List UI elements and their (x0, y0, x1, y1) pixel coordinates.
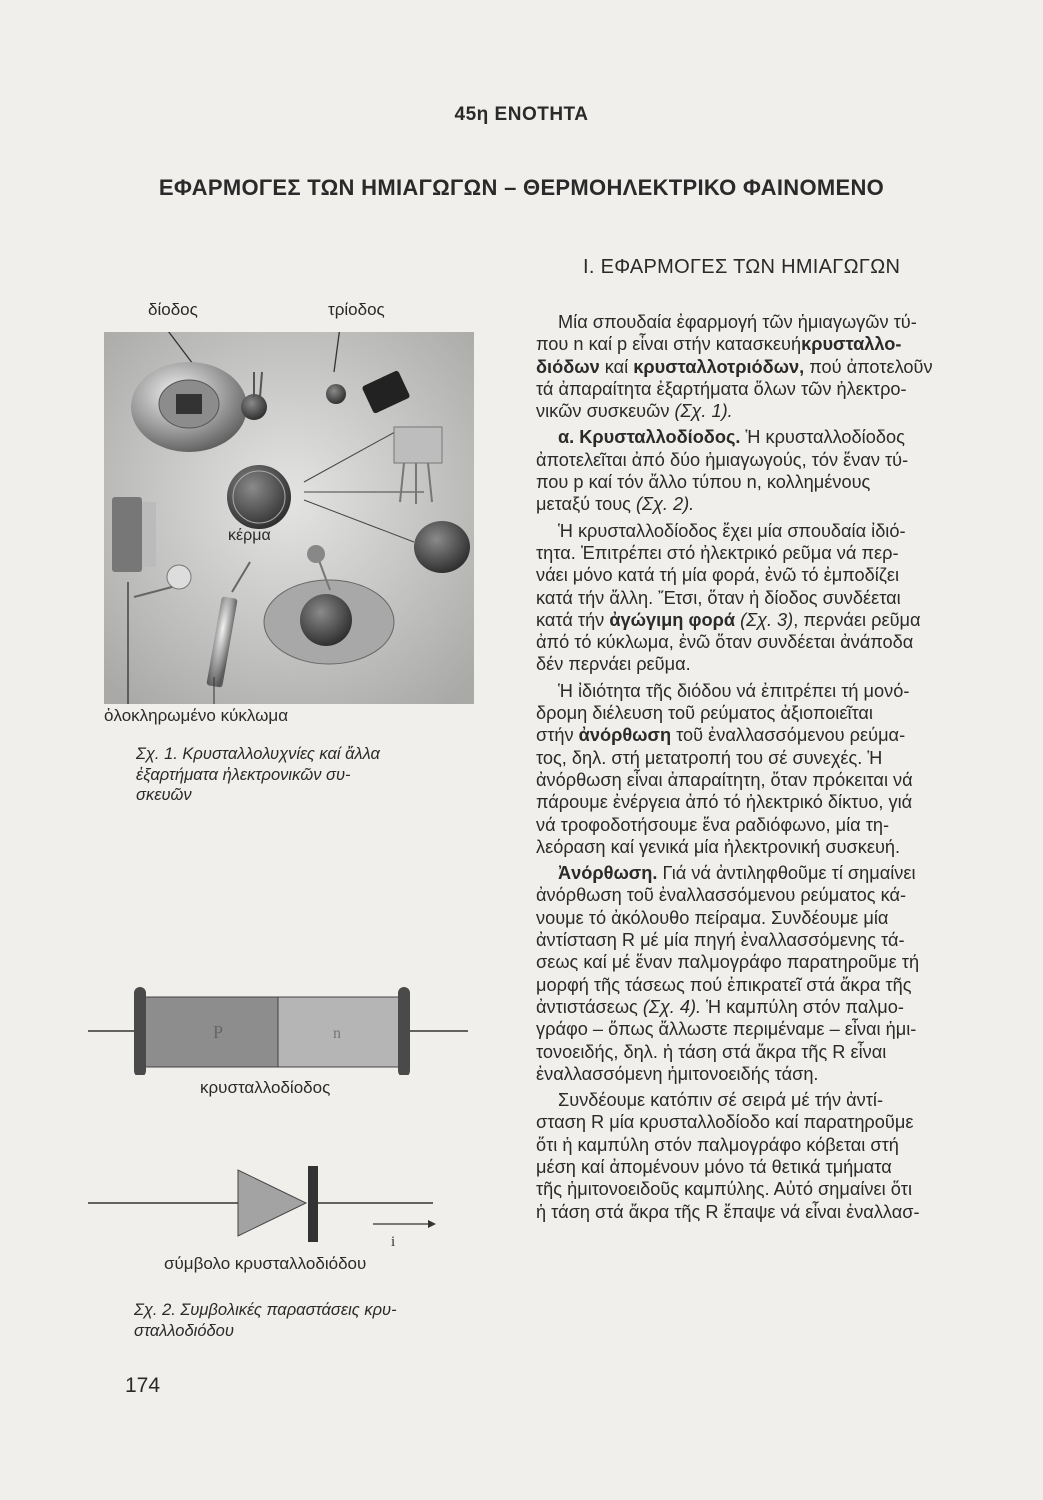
unit-title: 45η ΕΝΟΤΗΤΑ (454, 104, 589, 125)
small-transistor-2 (326, 384, 346, 404)
figure-reference: (Σχ. 3) (740, 609, 794, 630)
small-transistor-1 (241, 394, 267, 420)
current-label: i (391, 1234, 396, 1250)
text-span: τοῦ ἐναλλασσόμενου ρεύμα- (671, 725, 906, 746)
figure2-caption-line-1: Σχ. 2. Συμβολικές παραστάσεις κρυ- (134, 1301, 397, 1319)
text-span: τῆς ἡμιτονοειδοῦς καμπύλης. Αὐτό σημαίνει ὅτι (536, 1179, 913, 1200)
bold-term: κρυσταλλο- (801, 334, 902, 355)
text-span: τονοειδής, δηλ. ἡ τάση στά ἄκρα τῆς R εἶναι (536, 1041, 887, 1062)
text-line (536, 1178, 988, 1200)
chapter-title: ΕΦΑΡΜΟΓΕΣ ΤΩΝ ΗΜΙΑΓΩΓΩΝ – ΘΕΡΜΟΗΛΕΚΤΡΙΚΟ ΦΑΙΝΟΜΕΝΟ (158, 175, 885, 200)
dark-cylinder (414, 521, 470, 573)
text-span: ἀπό τό κύκλωμα, ἐνῶ ὅταν συνδέεται ἀνάποδα (536, 632, 914, 653)
text-line (536, 311, 988, 333)
text-span: ἐναλλασσόμενη ἡμιτονοειδής τάση. (536, 1063, 819, 1084)
text-line (536, 1201, 988, 1223)
text-span: που n καί p εἶναι στήν κατασκευή (536, 334, 802, 355)
text-span: ὅτι ἡ καμπύλη στόν παλμογράφο κόβεται στή (536, 1134, 899, 1155)
figure1-caption-line-1: Σχ. 1. Κρυσταλλολυχνίες καί ἄλλα (136, 745, 380, 763)
text-span: νικῶν συσκευῶν (536, 401, 675, 422)
text-line (536, 356, 988, 378)
text-line (536, 1089, 988, 1111)
text-span: Ἡ ἰδιότητα τῆς διόδου νά ἐπιτρέπει τή μονό- (558, 680, 910, 701)
text-line (536, 1018, 988, 1040)
text-span: τά ἀπαραίτητα ἐξαρτήματα ὅλων τῶν ἠλεκτρο- (536, 378, 907, 399)
text-line (536, 400, 988, 422)
text-line (536, 1111, 988, 1133)
text-span: που p καί τόν ἄλλο τύπου n, κολλημένους (536, 472, 871, 493)
text-line (536, 1063, 988, 1085)
sip-pins (142, 502, 156, 567)
bold-term: διόδων (536, 356, 600, 377)
text-line (536, 609, 988, 631)
text-span: κατά τήν (536, 609, 610, 630)
text-line (536, 449, 988, 471)
text-line (536, 747, 988, 769)
text-line (536, 791, 988, 813)
bold-term: κρυσταλλοτριόδων, (633, 356, 805, 377)
text-line (536, 907, 988, 929)
figure2-caption (134, 1300, 460, 1341)
transistor-label (176, 394, 202, 414)
text-line (536, 884, 988, 906)
components-photo (104, 332, 474, 704)
text-line (536, 493, 988, 515)
figure2-label-crystal-diode: κρυσταλλοδίοδος (200, 1078, 331, 1097)
diode-n-label: n (333, 1025, 341, 1042)
power-transistor-can (300, 594, 352, 646)
diode-cap-right (398, 987, 410, 1075)
figure1-label-ic: ὁλοκληρωμένο κύκλωμα (104, 706, 289, 725)
text-span: ἡ τάση στά ἄκρα τῆς R ἔπαψε νά εἶναι ἐναλλασ- (536, 1201, 920, 1222)
text-span: δέν περνάει ρεῦμα. (536, 654, 691, 675)
text-line (536, 1134, 988, 1156)
text-span: Ἡ κρυσταλλοδίοδος ἔχει μία σπουδαία ἰδιό- (558, 520, 906, 541)
text-line (536, 378, 988, 400)
sip-module (112, 497, 142, 572)
text-line (536, 520, 988, 542)
text-line (536, 564, 988, 586)
text-line (536, 542, 988, 564)
text-line (536, 680, 988, 702)
figure-reference: (Σχ. 4). (642, 996, 702, 1017)
figure-reference: (Σχ. 1). (674, 401, 733, 422)
text-span: τητα. Ἐπιτρέπει στό ἠλεκτρικό ρεῦμα νά περ- (536, 542, 899, 563)
text-span: νουμε τό ἀκόλουθο πείραμα. Συνδέουμε μία (536, 907, 889, 928)
figure1-caption-line-3: σκευῶν (136, 786, 192, 804)
figure1-caption-line-2: ἐξαρτήματα ἠλεκτρονικῶν συ- (136, 765, 351, 784)
section-heading: I. ΕΦΑΡΜΟΓΕΣ ΤΩΝ ΗΜΙΑΓΩΓΩΝ (583, 256, 901, 278)
coin (227, 465, 291, 529)
text-line (536, 631, 988, 653)
component-block (394, 427, 442, 463)
led (167, 565, 191, 589)
page-number: 174 (125, 1374, 161, 1397)
text-line (536, 702, 988, 724)
bold-term: Ἀνόρθωση. (558, 863, 658, 884)
text-span: κατά τήν ἄλλη. Ἔτσι, ὅταν ἡ δίοδος συνδέεται (536, 587, 901, 608)
bold-term: ἀγώγιμη φορά (609, 609, 735, 630)
diode-p-label: P (213, 1022, 224, 1042)
text-span: ἀποτελεῖται ἀπό δύο ἡμιαγωγούς, τόν ἕναν τύ- (536, 449, 909, 470)
figure1-caption (136, 744, 456, 806)
figure2-caption-line-2: σταλλοδιόδου (134, 1321, 234, 1340)
text-line (536, 1156, 988, 1178)
text-span: ἀντιστάσεως (536, 996, 643, 1017)
current-arrow-head (428, 1220, 436, 1228)
symbol-triangle (238, 1170, 306, 1236)
bottom-transistor (307, 545, 325, 563)
text-span: Μία σπουδαία ἐφαρμογή τῶν ἡμιαγωγῶν τύ- (558, 312, 917, 332)
figure2-label-symbol: σύμβολο κρυσταλλοδιόδου (164, 1254, 367, 1273)
text-line (536, 426, 988, 448)
text-span: Συνδέουμε κατόπιν σέ σειρά μέ τήν ἀντί- (558, 1090, 884, 1111)
text-span: Ἡ κρυσταλλοδίοδος (740, 427, 905, 448)
bold-term: α. Κρυσταλλοδίοδος. (558, 427, 741, 448)
text-span: σταση R μία κρυσταλλοδίοδο καί παρατηροῦμε (536, 1112, 914, 1133)
body-text (536, 311, 988, 1223)
diode-symbol-drawing (88, 1160, 448, 1250)
figure1-label-triode: τρίοδος (328, 300, 385, 319)
symbol-bar (308, 1166, 318, 1242)
text-span: πάρουμε ἐνέργεια ἀπό τό ἠλεκτρικό δίκτυο, γιά (536, 792, 913, 813)
text-line (536, 862, 988, 884)
text-line (536, 724, 988, 746)
text-span: σεως καί μέ ἕναν παλμογράφο παρατηροῦμε τή (536, 952, 920, 973)
diode-body-p (143, 997, 278, 1067)
text-line (536, 653, 988, 675)
text-span: λεόραση καί γενικά μία ἠλεκτρονική συσκευή. (536, 836, 901, 857)
text-span: μέση καί ἀπομένουν μόνο τά θετικά τμήματα (536, 1156, 892, 1177)
text-span: δρομη διέλευση τοῦ ρεύματος ἀξιοποιεῖται (536, 703, 873, 724)
text-span: ἀντίσταση R μέ μία πηγή ἐναλλασσόμενης τά- (536, 930, 905, 951)
text-line (536, 814, 988, 836)
crystal-diode-drawing (88, 975, 468, 1075)
text-span: , περνάει ρεῦμα (793, 609, 921, 630)
text-line (536, 587, 988, 609)
text-line (536, 951, 988, 973)
text-line (536, 996, 988, 1018)
text-span: στήν (536, 725, 579, 746)
text-line (536, 769, 988, 791)
text-line (536, 1041, 988, 1063)
text-span: καί (599, 356, 634, 377)
text-span: νά τροφοδοτήσουμε ἕνα ραδιόφωνο, μία τη- (536, 814, 890, 835)
text-line (536, 974, 988, 996)
text-line (536, 836, 988, 858)
text-line (536, 929, 988, 951)
text-line (536, 333, 988, 355)
figure1-label-diode: δίοδος (148, 300, 198, 319)
text-span: νάει μόνο κατά τή μία φορά, ἐνῶ τό ἐμποδίζει (536, 565, 899, 586)
figure-reference: (Σχ. 2). (635, 494, 695, 515)
text-span: ἀνόρθωση τοῦ ἐναλλασσόμενου ρεύματος κά- (536, 885, 907, 906)
diode-cap-left (134, 987, 146, 1075)
figure1-label-chip: κέρμα (228, 527, 271, 544)
text-span: πού ἀποτελοῦν (804, 356, 933, 377)
text-line (536, 471, 988, 493)
text-span: μορφή τῆς τάσεως πού ἐπικρατεῖ στά ἄκρα τῆς (536, 974, 912, 995)
text-span: τος, δηλ. στή μετατροπή του σέ συνεχές. Ἡ (536, 747, 883, 768)
bold-term: ἀνόρθωση (578, 725, 672, 746)
text-span: Ἡ καμπύλη στόν παλμο- (701, 996, 904, 1017)
text-span: γράφο – ὅπως ἄλλωστε περιμέναμε – εἶναι ἡμι- (536, 1019, 917, 1040)
text-span: ἀνόρθωση εἶναι ἀπαραίτητη, ὅταν πρόκειται νά (536, 769, 913, 790)
text-span: Γιά νά ἀντιληφθοῦμε τί σημαίνει (657, 863, 916, 884)
text-span: μεταξύ τους (536, 494, 636, 515)
